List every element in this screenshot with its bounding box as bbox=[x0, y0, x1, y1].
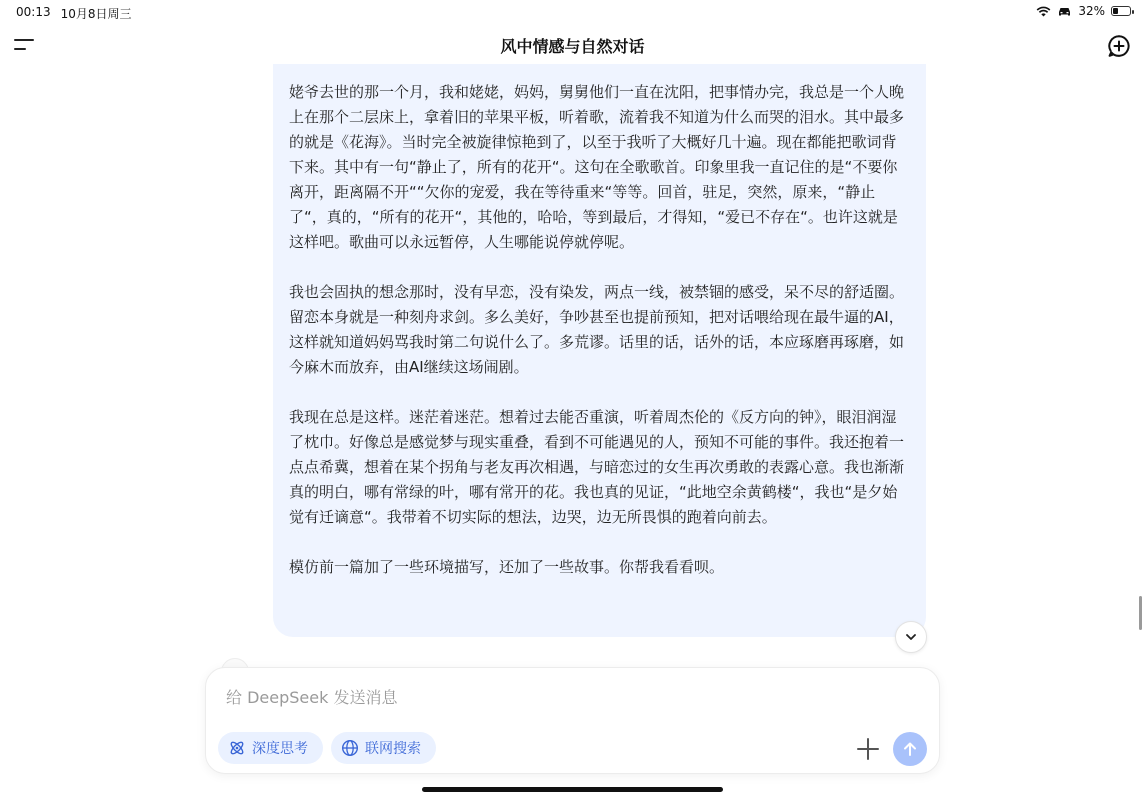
plus-icon bbox=[855, 736, 881, 762]
message-composer bbox=[205, 667, 940, 774]
atom-icon bbox=[228, 739, 246, 757]
deep-think-toggle[interactable] bbox=[218, 732, 323, 764]
status-time: 00:13 bbox=[16, 5, 51, 19]
message-paragraph: 我也会固执的想念那时，没有早恋，没有染发，两点一线，被禁锢的感受，呆不尽的舒适圈。留恋本身就是一种刻舟求剑。多么美好，争吵甚至也提前预知，把对话喂给现在最牛逼的AI，这样就知道妈妈骂我时第二句说什么了。多荒谬。话里的话，话外的话，本应琢磨再琢磨，如今麻木而放弃，由AI继续这场闹剧。 bbox=[289, 283, 905, 376]
status-left bbox=[16, 5, 132, 22]
attach-plus-button[interactable] bbox=[855, 736, 881, 762]
header bbox=[0, 28, 1145, 64]
send-button[interactable] bbox=[893, 732, 927, 766]
deep-think-label: 深度思考 bbox=[252, 741, 308, 757]
message-paragraph: 我现在总是这样。迷茫着迷茫。想着过去能否重演，听着周杰伦的《反方向的钟》，眼泪润湿了枕巾。好像总是感觉梦与现实重叠，看到不可能遇见的人，预知不可能的事件。我还抱着一点点希冀，想着在某个拐角与老友再次相遇，与暗恋过的女生再次勇敢的表露心意。我也渐渐真的明白，哪有常绿的叶，哪有常开的花。我也真的见证，“此地空余黄鹤楼“，我也“是夕始觉有迁谪意“。我带着不切实际的想法，边哭，边无所畏惧的跑着向前去。 bbox=[289, 408, 905, 526]
page-title: 风中情感与自然对话 bbox=[500, 37, 645, 56]
message-paragraph: 模仿前一篇加了一些环境描写，还加了一些故事。你帮我看看呗。 bbox=[289, 558, 725, 576]
user-message-bubble bbox=[273, 64, 926, 637]
new-chat-svg bbox=[1107, 34, 1131, 58]
status-bar bbox=[0, 0, 1145, 24]
wifi-icon bbox=[1036, 6, 1051, 17]
web-search-toggle[interactable] bbox=[331, 732, 436, 764]
new-chat-plus-icon[interactable] bbox=[1107, 34, 1131, 58]
car-icon bbox=[1057, 6, 1072, 17]
scrollbar-thumb[interactable] bbox=[1139, 596, 1142, 630]
chevron-down-icon bbox=[904, 630, 918, 644]
battery-icon bbox=[1111, 6, 1131, 16]
status-date: 10月8日周三 bbox=[60, 7, 132, 21]
battery-percent: 32% bbox=[1078, 4, 1105, 18]
globe-icon bbox=[341, 739, 359, 757]
arrow-up-icon bbox=[902, 741, 918, 757]
chat-area[interactable] bbox=[0, 64, 1145, 660]
message-input[interactable] bbox=[224, 682, 918, 712]
home-indicator[interactable] bbox=[422, 787, 723, 792]
scroll-to-bottom-button[interactable] bbox=[895, 621, 927, 653]
battery-fill bbox=[1113, 8, 1118, 14]
status-right bbox=[1036, 4, 1131, 18]
web-search-label: 联网搜索 bbox=[365, 741, 421, 757]
message-paragraph: 姥爷去世的那一个月，我和姥姥，妈妈，舅舅他们一直在沈阳，把事情办完，我总是一个人晚上在那个二层床上，拿着旧的苹果平板，听着歌，流着我不知道为什么而哭的泪水。其中最多的就是《花海》。当时完全被旋律惊艳到了，以至于我听了大概好几十遍。现在都能把歌词背下来。其中有一句“静止了，所有的花开“。这句在全歌歌首。印象里我一直记住的是“不要你离开，距离隔不开““欠你的宠爱，我在等待重来“等等。回首，驻足，突然，原来，“静止了“，真的，“所有的花开“，其他的，哈哈，等到最后，才得知，“爱已不存在“。也许这就是这样吧。歌曲可以永远暂停，人生哪能说停就停呢。 bbox=[289, 83, 905, 251]
